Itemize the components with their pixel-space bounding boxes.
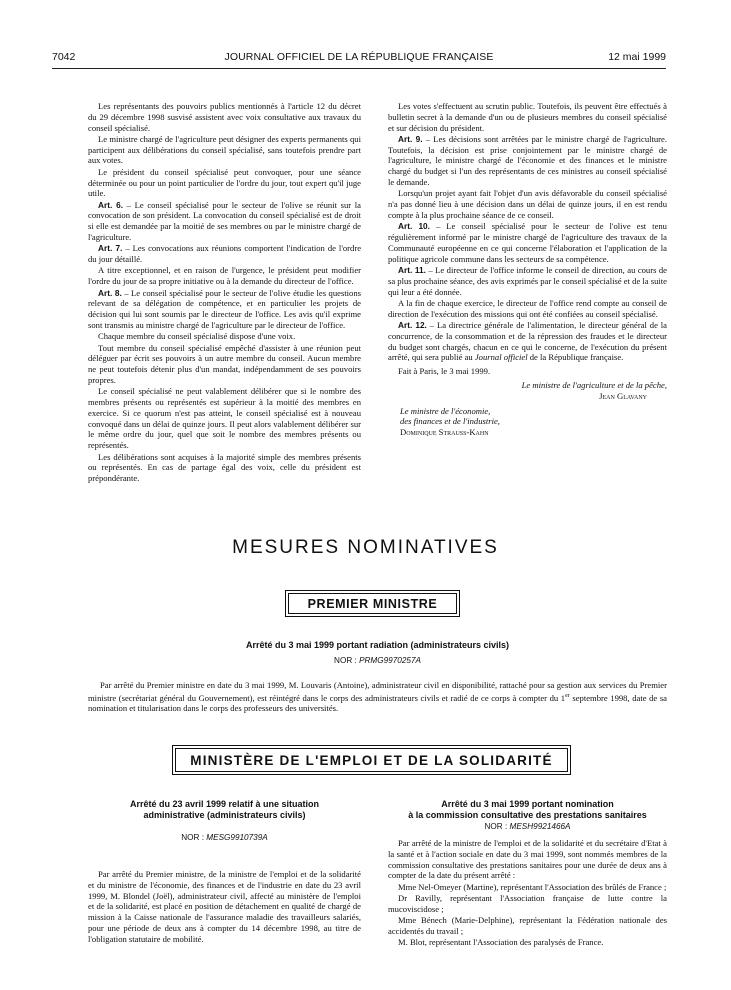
signature-block-2: [388, 406, 667, 438]
article-label: Art. 9.: [398, 133, 423, 144]
page-number: 7042: [52, 51, 76, 63]
article-label: Art. 11.: [398, 264, 426, 275]
paragraph: Le conseil spécialisé ne peut valablement délibérer que si le nombre des membres présents ou représentés est supérieur à la moitié des membres en exercice. Si ce quorum n'est pas atteint, le conseil spécialisé est à nouveau convoqué dans un délai de quinze jours. Il peut alors valablement délibérer sur le même ordre du jour, quel que soit le nombre des membres présents ou représentés.: [88, 386, 361, 451]
article-text: – La directrice générale de l'alimentation, le directeur général de la concurrence, de la consommation et de la répression des fraudes et le directeur du budget sont chargés, chacun en ce qui le concerne, de l'exécution du présent arrêté, qui sera publié au: [388, 319, 667, 363]
paragraph: Par arrêté de la ministre de l'emploi et de la solidarité et du secrétaire d'Etat à la santé et à l'action sociale en date du 3 mai 1999, sont nommés membres de la commission consultative des prestations sanitaires pour une durée de deux ans à compter de la date du présent arrêté :: [388, 838, 667, 881]
paragraph: Les représentants des pouvoirs publics mentionnés à l'article 12 du décret du 29 décembre 1998 susvisé assistent avec voix consultative aux travaux du conseil spécialisé.: [88, 101, 361, 133]
journal-title: JOURNAL OFFICIEL DE LA RÉPUBLIQUE FRANÇAISE: [224, 51, 494, 63]
ministere-emploi-box: [172, 745, 571, 775]
member-item: Dr Ravilly, représentant l'Association française de lutte contre la mucoviscidose ;: [388, 892, 667, 914]
title-line: Arrêté du 23 avril 1999 relatif à une situation: [129, 799, 320, 809]
left-column: [88, 101, 361, 484]
member-item: M. Blot, représentant l'Association des paralysés de France.: [398, 937, 604, 948]
section-title: MESURES NOMINATIVES: [232, 537, 499, 558]
title-line: administrative (administrateurs civils): [143, 810, 306, 820]
article-text: – Le conseil spécialisé pour le secteur de l'olive se réunit sur la convocation de son président. La convocation du conseil spécialisé est de droit si elle est demandée par la moitié de ses membres ou par le ministre chargé de l'agriculture.: [88, 199, 361, 243]
journal-officiel-ref: Journal officiel: [474, 352, 528, 363]
article-9: [388, 134, 667, 188]
article-8: [88, 288, 361, 331]
article-label: Art. 8.: [98, 287, 122, 298]
article-text: – Les décisions sont arrêtées par le ministre chargé de l'agriculture. Toutefois, la décision est prise conjointement par le ministre chargé de l'agriculture, le ministre chargé de l'économie et des finances et le ministre chargé du budget si l'un des représentants de ces ministres au conseil spécialisé le demande.: [388, 133, 668, 188]
paragraph: Les délibérations sont acquises à la majorité simple des membres présents ou représentés. En cas de partage égal des voix, celle du président est prépondérante.: [88, 451, 361, 484]
article-label: Art. 12.: [398, 319, 427, 330]
article-10: [388, 221, 667, 264]
signatory-name: Jean Glavany: [599, 390, 647, 401]
arrete-title-left: [88, 799, 361, 821]
article-text: – Les convocations aux réunions comportent l'indication de l'ordre du jour détaillé.: [88, 243, 362, 265]
paragraph: A titre exceptionnel, et en raison de l'urgence, le président peut modifier l'ordre du jour de sa propre initiative ou à la demande du directeur de l'office.: [88, 265, 361, 287]
signatory-role: Le ministre de l'économie,: [400, 405, 491, 416]
paragraph: Tout membre du conseil spécialisé empêché d'assister à une réunion peut déléguer par écrit ses pouvoirs à un autre membre du conseil. Aucun membre ne peut toutefois détenir plus d'un mandat, indépendamment de ses pouvoirs propres.: [88, 342, 361, 385]
article-text: de la République française.: [527, 352, 624, 363]
member-item: Mme Bénech (Marie-Delphine), représentant la Fédération nationale des accidentés du travail ;: [388, 915, 667, 936]
right-column: [388, 101, 667, 438]
signatory-name: Dominique Strauss-Kahn: [400, 427, 489, 438]
nor-label: NOR :: [334, 656, 360, 665]
article-7: [88, 243, 361, 265]
body-text: septembre 1998, date de sa nomination et titularisation dans le corps des professeurs des universités.: [88, 692, 667, 714]
article-text: – Le directeur de l'office informe le conseil de direction, au cours de sa plus prochaine séance, des avis exprimés par le conseil spécialisé et de la suite qui leur a été donnée.: [388, 264, 667, 297]
arrete-title: Arrêté du 3 mai 1999 portant radiation (administrateurs civils): [245, 640, 510, 650]
arrete-body-right: [388, 838, 667, 948]
article-label: Art. 10.: [398, 221, 430, 232]
paragraph: Le ministre chargé de l'agriculture peut désigner des experts permanents qui participent aux délibérations du conseil spécialisé, sans toutefois prendre part aux votes.: [88, 133, 361, 166]
title-line: Arrêté du 3 mai 1999 portant nomination: [441, 799, 614, 809]
nor-reference: [88, 656, 667, 665]
member-item: Mme Nel-Omeyer (Martine), représentant l'Association des brûlés de France ;: [398, 881, 667, 892]
box-label: MINISTÈRE DE L'EMPLOI ET DE LA SOLIDARITÉ: [175, 748, 568, 772]
nor-label: NOR :: [484, 822, 510, 831]
paragraph: Les votes s'effectuent au scrutin public. Toutefois, ils peuvent être effectués à bulletin secret à la demande d'un ou de plusieurs membres du conseil spécialisé et sur décision du président.: [388, 101, 667, 133]
paragraph: Lorsqu'un projet ayant fait l'objet d'un avis défavorable du conseil spécialisé n'a pas donné lieu à une décision dans un délai de quinze jours, il en est rendu compte à la plus prochaine séance de ce conseil.: [388, 188, 667, 220]
body-superscript: er: [565, 692, 570, 699]
title-line: à la commission consultative des prestations sanitaires: [408, 810, 647, 820]
box-label: PREMIER MINISTRE: [288, 593, 457, 614]
article-6: [88, 200, 361, 243]
signatory-role: Le ministre de l'agriculture et de la pêche,: [521, 379, 667, 390]
page-header: [52, 51, 666, 65]
signature-block-1: [388, 380, 667, 402]
article-label: Art. 7.: [98, 243, 123, 254]
article-12: [388, 320, 667, 363]
paragraph: A la fin de chaque exercice, le directeur de l'office rend compte au conseil de direction de l'exécution des missions qui ont été confiées au conseil spécialisé.: [388, 297, 667, 319]
premier-ministre-box: [285, 590, 460, 617]
arrete-body-left: [88, 869, 361, 945]
nor-code: PRMG9970257A: [359, 656, 421, 665]
arrete-title-right: [388, 799, 667, 821]
article-label: Art. 6.: [98, 199, 124, 210]
nor-reference-left: [88, 833, 361, 842]
article-text: – Le conseil spécialisé pour le secteur de l'olive étudie les questions relevant de sa délégation de compétence, et en particulier les projets de décision qui lui sont soumis par le directeur de l'office. Les avis qu'il exprime sont transmis au ministre chargé de l'agriculture par le directeur de l'office.: [88, 287, 361, 330]
nor-code: MESH9921466A: [509, 822, 571, 831]
issue-date: 12 mai 1999: [608, 51, 666, 63]
nor-label: NOR :: [181, 833, 207, 842]
paragraph: Chaque membre du conseil spécialisé dispose d'une voix.: [98, 331, 296, 342]
header-rule: [52, 68, 666, 69]
paragraph: Le président du conseil spécialisé peut convoquer, pour une séance déterminée ou pour un point particulier de l'ordre du jour, tout expert qu'il juge utile.: [88, 166, 361, 199]
nor-reference-right: [388, 822, 667, 831]
done-at: Fait à Paris, le 3 mai 1999.: [398, 366, 491, 377]
paragraph: Par arrêté du Premier ministre, de la ministre de l'emploi et de la solidarité et du ministre de l'économie, des finances et de l'industrie en date du 23 avril 1999, M. Blondel (Joël), administrateur civil, affecté au ministère de l'emploi et de la solidarité, est placé en position de détachement en qualité de chargé de mission à la Caisse nationale de l'assurance maladie des travailleurs salariés, pour une période de deux ans à compter du 14 décembre 1998, au titre de l'obligation statutaire de mobilité.: [88, 869, 361, 944]
arrete-body: [88, 680, 667, 714]
nor-code: MESG9910739A: [206, 833, 268, 842]
body-text: Par arrêté du Premier ministre en date du 3 mai 1999, M. Louvaris (Antoine), administrateur civil en disponibilité, rattaché pour sa gestion aux services du Premier ministre (secrétariat général du Gouvernement), est réintégré dans le corps des administrateurs civils et radié de ce corps à compter du 1: [88, 680, 667, 703]
article-11: [388, 265, 667, 297]
article-text: – Le conseil spécialisé pour le secteur de l'olive est tenu régulièrement informé par le ministre chargé de l'agriculture des travaux de la Communauté européenne en ce qui concerne l'élaboration et l'application de la politique agricole commune dans les secteurs de sa compétence.: [388, 221, 667, 264]
signatory-role: des finances et de l'industrie,: [400, 416, 500, 427]
